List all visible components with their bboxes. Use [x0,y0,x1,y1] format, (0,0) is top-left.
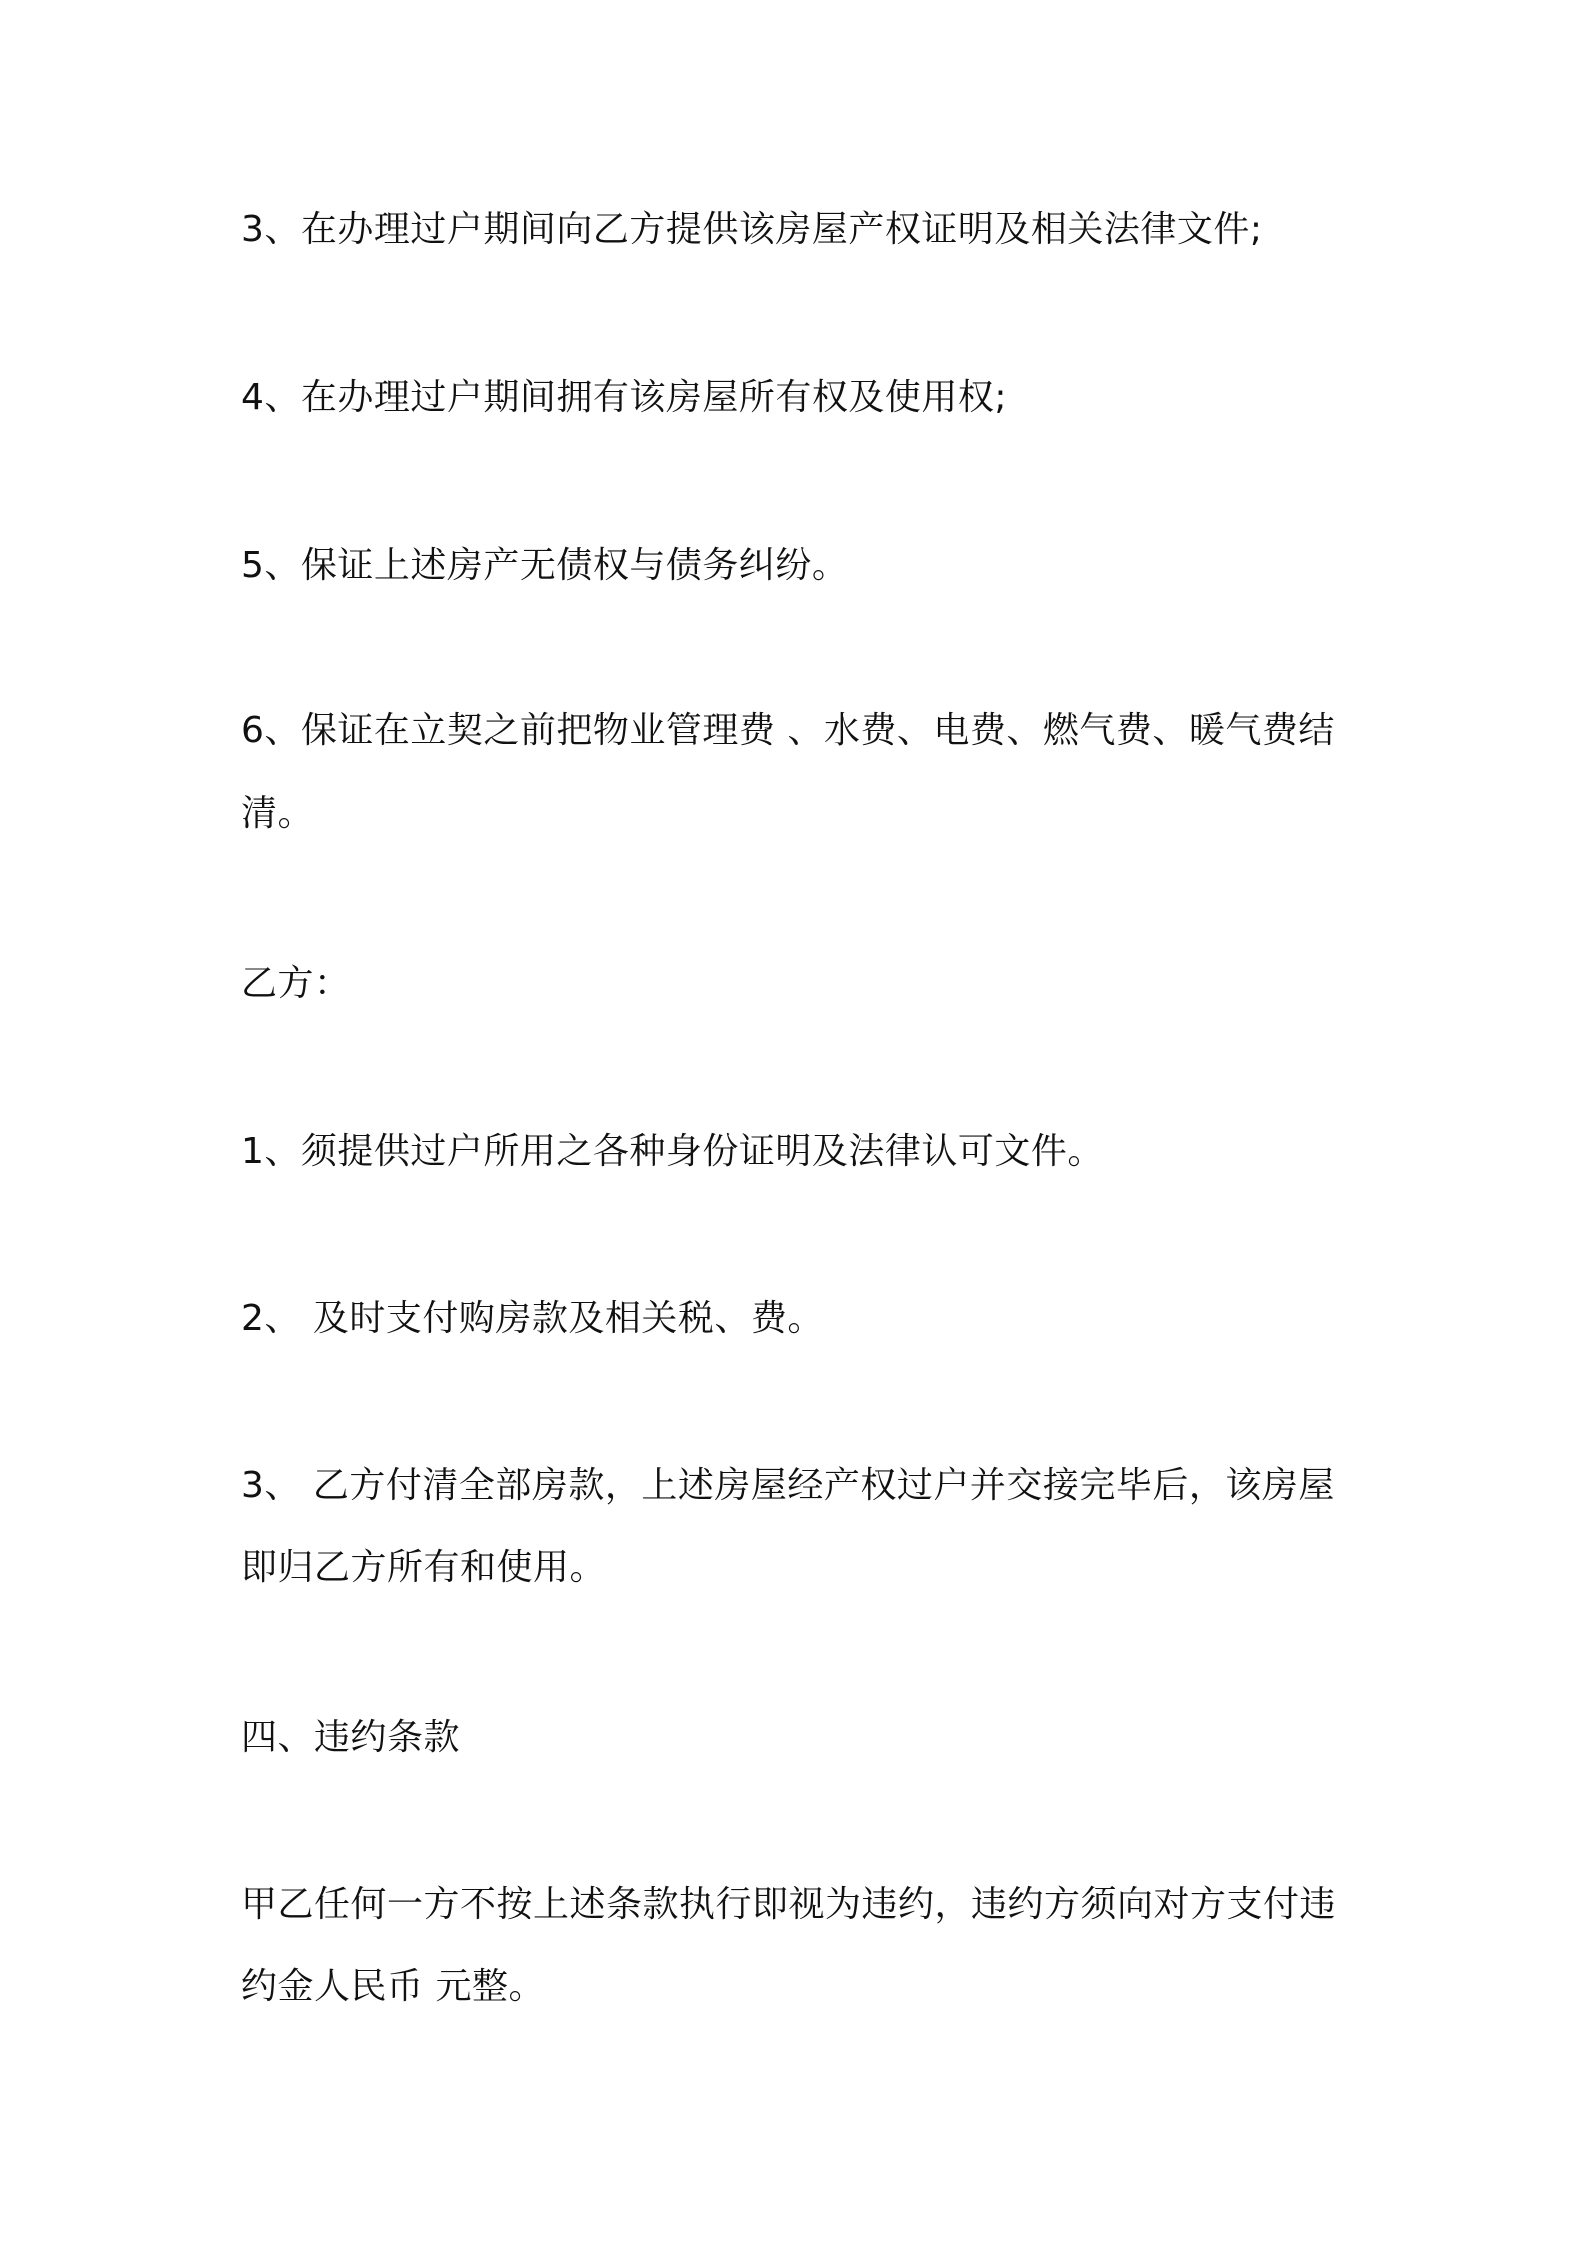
seller-clause-6-line-1: 6、保证在立契之前把物业管理费 、水费、电费、燃气费、暖气费结 [241,710,1335,751]
buyer-clause-3-line-1: 3、 乙方付清全部房款，上述房屋经产权过户并交接完毕后，该房屋 [241,1465,1335,1506]
buyer-clause-2: 2、 及时支付购房款及相关税、费。 [241,1298,824,1339]
buyer-clause-3-line-2: 即归乙方所有和使用。 [241,1547,607,1588]
section-four-heading: 四、违约条款 [241,1717,461,1758]
buyer-heading: 乙方： [241,963,351,1004]
breach-clause-line-1: 甲乙任何一方不按上述条款执行即视为违约，违约方须向对方支付违 [241,1884,1337,1925]
seller-clause-4: 4、在办理过户期间拥有该房屋所有权及使用权; [241,377,1008,418]
buyer-clause-1: 1、须提供过户所用之各种身份证明及法律认可文件。 [241,1131,1104,1172]
seller-clause-3: 3、在办理过户期间向乙方提供该房屋产权证明及相关法律文件; [241,209,1263,250]
seller-clause-5: 5、保证上述房产无债权与债务纠纷。 [241,545,849,586]
seller-clause-6-line-2: 清。 [241,793,315,834]
breach-clause-line-2: 约金人民币 元整。 [241,1966,545,2007]
